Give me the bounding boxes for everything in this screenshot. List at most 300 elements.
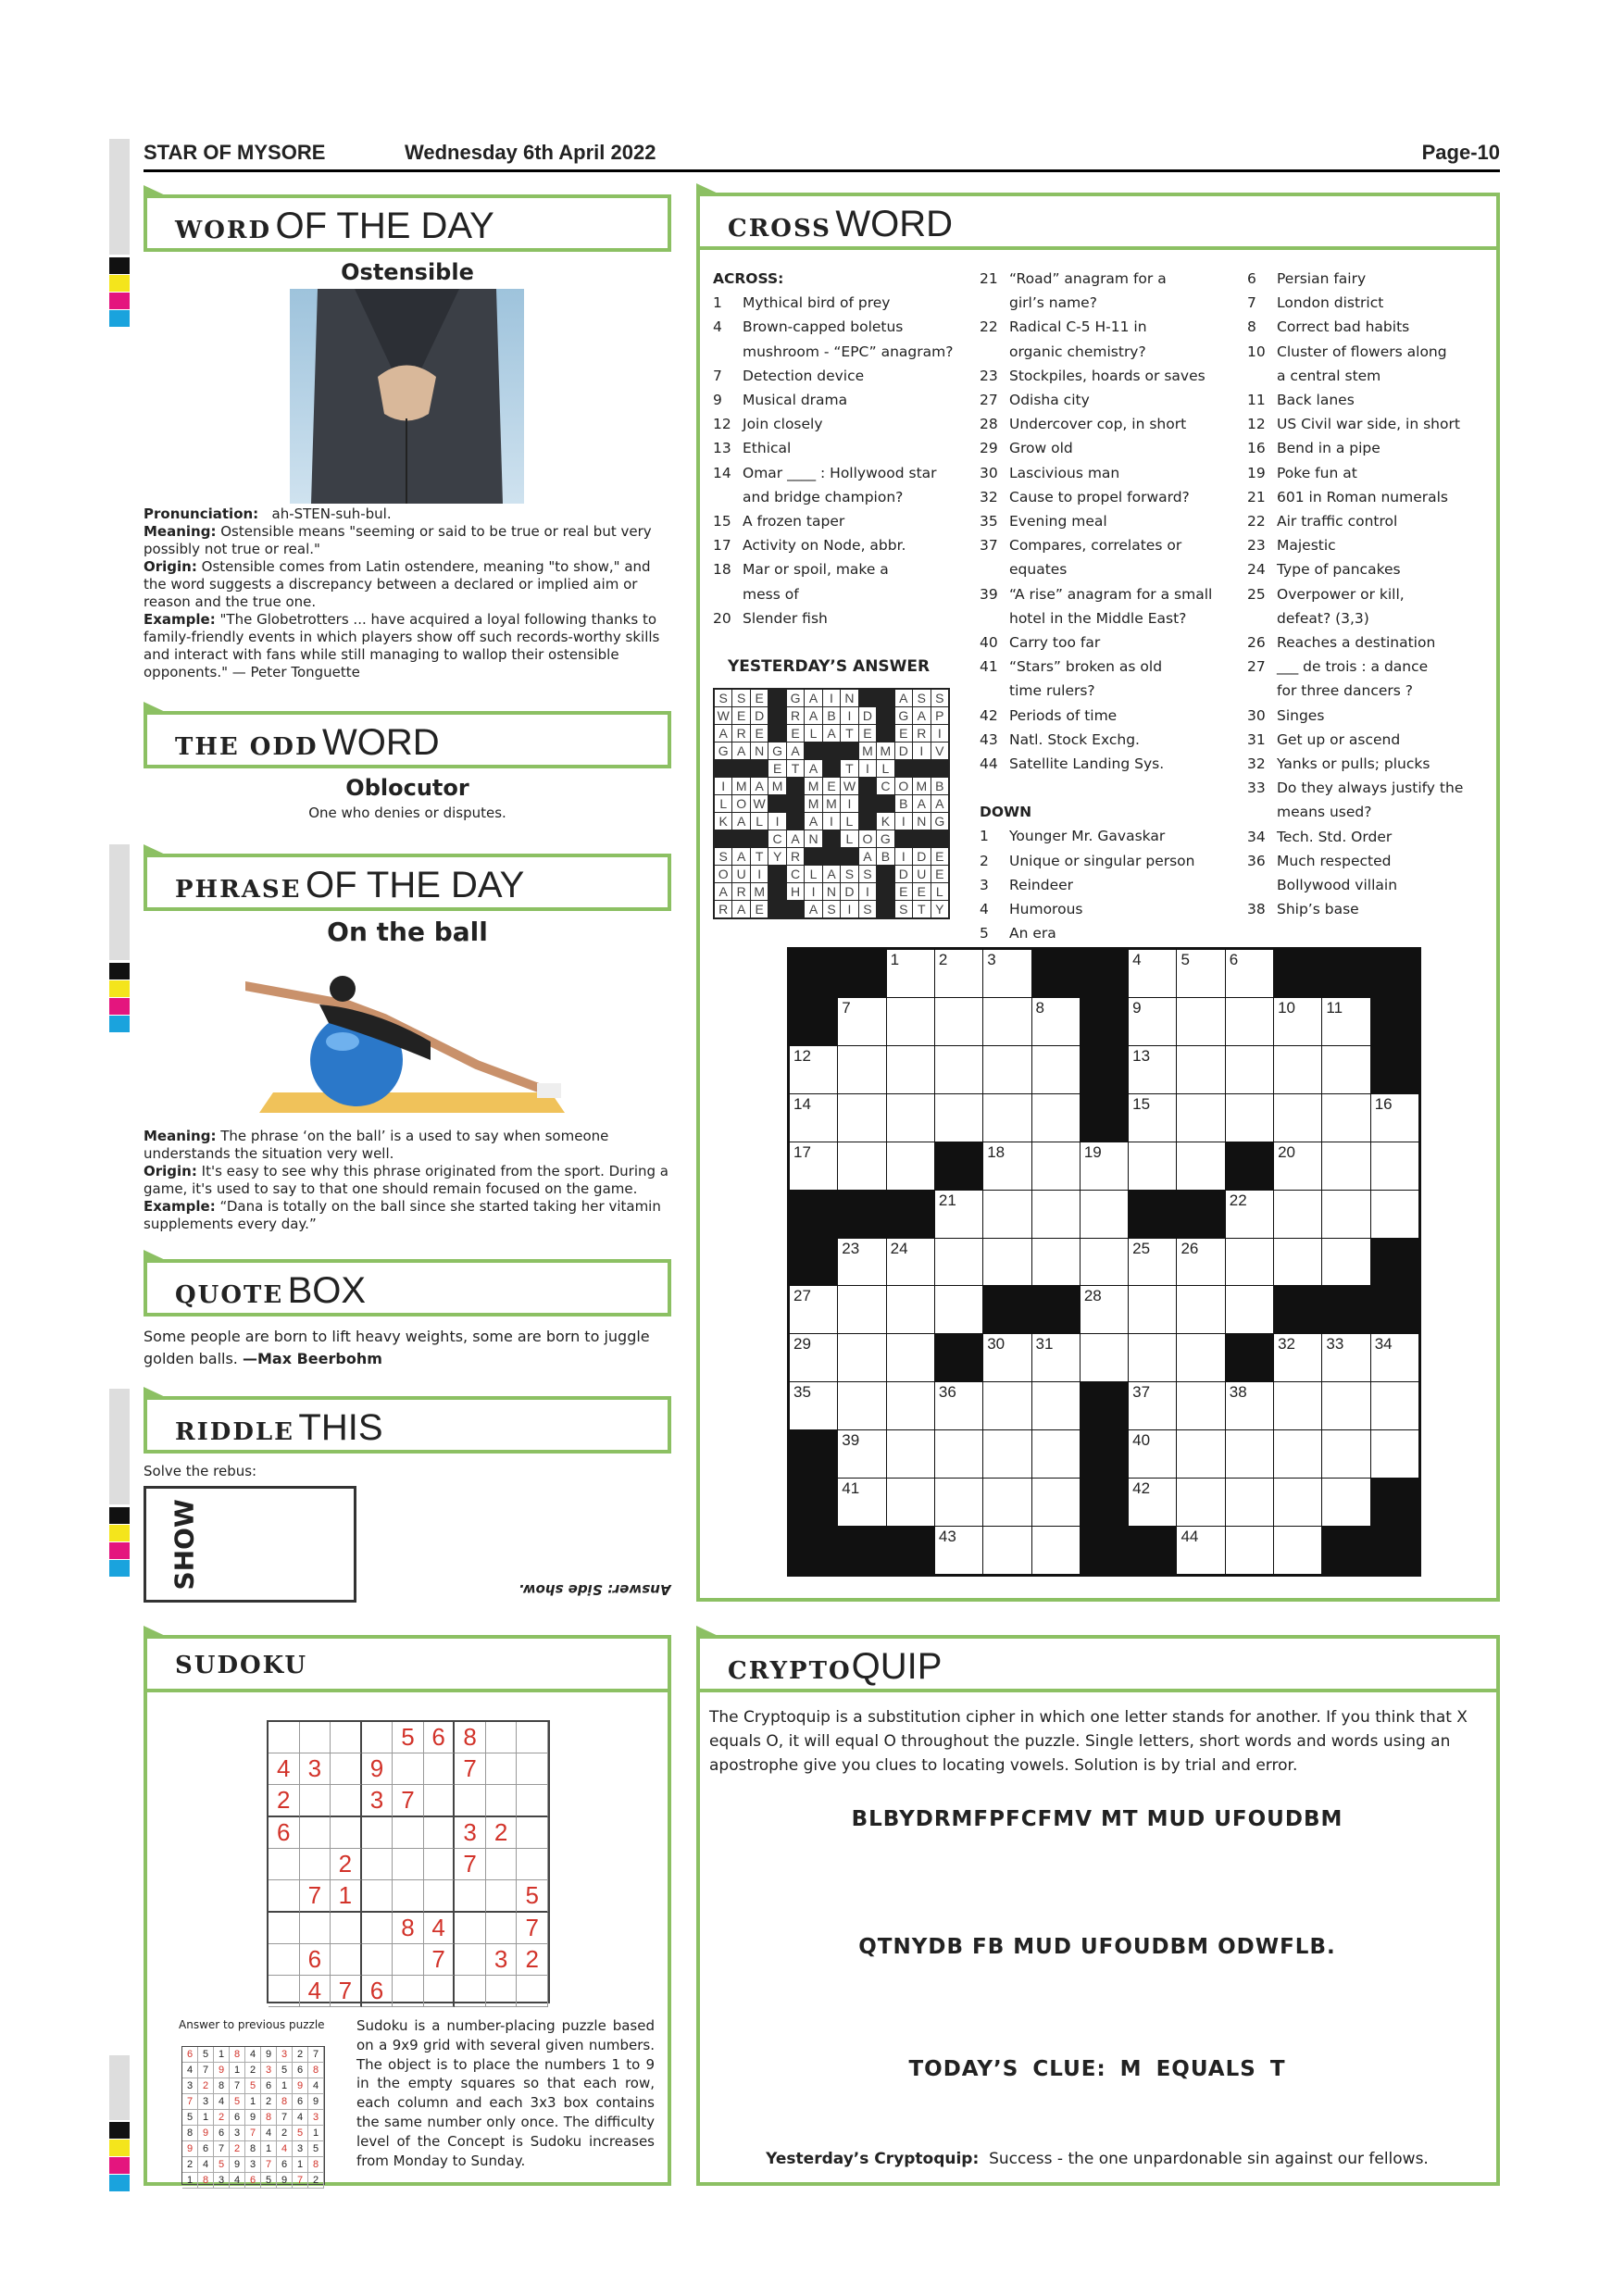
sudoku-cell[interactable] [393,1976,424,2007]
answer-cell: A [787,742,804,759]
crossword-cell[interactable] [1371,1430,1418,1478]
sudoku-cell: 7 [331,1976,362,2007]
crossword-cell[interactable] [935,1191,982,1238]
crossword-cell[interactable] [1032,998,1080,1045]
crossword-cell[interactable] [1226,1430,1273,1478]
sudoku-cell[interactable] [393,1880,424,1913]
sudoku-cell[interactable] [517,1722,548,1753]
answer-cell: D [841,883,857,900]
sudoku-cell[interactable] [424,1785,456,1817]
crossword-cell-number: 43 [938,1528,956,1546]
clue-row [1247,679,1497,703]
clue-row [980,873,1243,897]
answer-cell: A [751,778,768,794]
crossword-cell[interactable] [1032,1527,1080,1574]
sudoku-cell[interactable] [424,1976,456,2007]
previous-sudoku-cell: 6 [214,2126,230,2141]
crossword-cell[interactable] [1177,1094,1224,1142]
crossword-cell[interactable] [790,1046,837,1093]
sudoku-cell[interactable] [362,1880,394,1913]
crossword-cell[interactable] [1177,1286,1224,1333]
crossword-cell[interactable] [1177,1334,1224,1381]
crossword-cell[interactable] [983,1239,1031,1286]
sudoku-cell[interactable] [331,1817,362,1849]
crossword-cell[interactable] [935,950,982,997]
clue-text: Detection device [743,367,865,384]
crossword-cell[interactable] [1177,950,1224,997]
sudoku-cell[interactable] [393,1944,424,1976]
answer-cell: E [823,778,840,794]
odd-word-word: Oblocutor [345,775,469,801]
sudoku-cell[interactable] [331,1722,362,1753]
crossword-cell[interactable] [1322,998,1369,1045]
sudoku-cell[interactable] [269,1944,300,1976]
crossword-cell[interactable] [1032,1094,1080,1142]
crossword-black-cell [790,998,837,1045]
previous-sudoku-cell: 4 [293,2110,308,2126]
clue-text: “Road” anagram for a [1009,270,1167,287]
crossword-cell[interactable] [1371,1334,1418,1381]
sudoku-cell: 2 [269,1785,300,1817]
sudoku-cell[interactable] [393,1753,424,1785]
sudoku-cell[interactable] [362,1913,394,1944]
answer-cell: A [823,866,840,882]
crossword-cell[interactable] [1274,1527,1321,1574]
crossword-cell[interactable] [1274,1046,1321,1093]
crossword-cell[interactable] [887,1142,934,1190]
crossword-cell[interactable] [1274,1382,1321,1429]
cryptoquip-line-1: BLBYDRMFPFCFMV MT MUD UFOUDBM [851,1807,1343,1831]
crossword-cell[interactable] [1322,1142,1369,1190]
crossword-black-cell [1177,1191,1224,1238]
crossword-cell[interactable] [887,1430,934,1478]
registration-bar-low [109,1389,130,1504]
crossword-cell[interactable] [983,998,1031,1045]
clue-text: Carry too far [1009,634,1101,652]
previous-sudoku-cell: 1 [293,2157,308,2173]
sudoku-cell[interactable] [517,1976,548,2007]
sudoku-cell[interactable] [486,1913,518,1944]
crossword-cell[interactable] [790,1094,837,1142]
sudoku-cell[interactable] [362,1944,394,1976]
crossword-cell[interactable] [1032,1239,1080,1286]
clue-text: Ship’s base [1277,901,1359,918]
crossword-cell[interactable] [838,1046,885,1093]
sudoku-cell[interactable] [331,1913,362,1944]
crossword-cell[interactable] [838,998,885,1045]
sudoku-cell[interactable] [486,1785,518,1817]
sudoku-cell[interactable] [486,1880,518,1913]
sudoku-cell[interactable] [455,1976,486,2007]
crossword-cell[interactable] [983,1479,1031,1526]
crossword-cell[interactable] [1129,950,1176,997]
answer-cell: G [931,813,948,830]
sudoku-cell[interactable] [300,1785,331,1817]
clue-text: Grow old [1009,440,1073,457]
clue-text: Do they always justify the [1277,780,1464,797]
crossword-cell[interactable] [790,1382,837,1429]
crossword-cell[interactable] [1129,1046,1176,1093]
crossword-cell[interactable] [1322,1239,1369,1286]
previous-sudoku-cell: 2 [277,2126,293,2141]
answer-black-cell [732,760,749,777]
sudoku-cell[interactable] [269,1913,300,1944]
previous-sudoku-cell: 3 [293,2141,308,2157]
issue-date: Wednesday 6th April 2022 [405,141,656,164]
crossword-cell[interactable] [838,1334,885,1381]
crossword-cell[interactable] [887,1094,934,1142]
clue-row [1247,340,1497,364]
previous-sudoku-cell: 2 [293,2047,308,2063]
clue-row [980,364,1243,388]
crossword-cell[interactable] [1274,1094,1321,1142]
crossword-cell[interactable] [1081,1239,1128,1286]
crossword-cell[interactable] [1032,1382,1080,1429]
crossword-cell[interactable] [838,1430,885,1478]
answer-cell: P [931,707,948,724]
previous-sudoku-cell: 3 [230,2126,245,2141]
word-of-day-banner [144,194,671,252]
crossword-cell[interactable] [1177,998,1224,1045]
sudoku-cell[interactable] [331,1944,362,1976]
crossword-cell[interactable] [1177,1142,1224,1190]
quote-text: Some people are born to lift heavy weights, some are born to juggle golden balls. —Max Beerbohm [144,1328,650,1367]
crossword-cell[interactable] [935,1479,982,1526]
clue-row [980,655,1243,679]
crossword-cell[interactable] [1274,1334,1321,1381]
crossword-cell[interactable] [790,1142,837,1190]
answer-cell: A [732,901,749,917]
crossword-cell[interactable] [1177,1527,1224,1574]
previous-sudoku-grid [181,2046,325,2185]
sudoku-cell: 2 [331,1849,362,1880]
previous-sudoku-cell: 3 [182,2078,198,2094]
sudoku-cell: 7 [517,1913,548,1944]
crossword-cell[interactable] [1371,1142,1418,1190]
banner-flag-icon [144,702,171,715]
sudoku-cell[interactable] [300,1722,331,1753]
crossword-cell[interactable] [838,1382,885,1429]
crossword-cell[interactable] [887,1046,934,1093]
crossword-cell-number: 9 [1132,998,1142,1017]
crossword-cell[interactable] [1371,1382,1418,1429]
crossword-cell[interactable] [1177,1382,1224,1429]
crossword-cell[interactable] [983,1142,1031,1190]
clue-text: hotel in the Middle East? [1009,609,1187,627]
answer-cell: R [913,725,930,742]
sudoku-cell[interactable] [269,1849,300,1880]
sudoku-cell[interactable] [486,1849,518,1880]
crossword-cell[interactable] [1371,1191,1418,1238]
crossword-cell[interactable] [1226,950,1273,997]
sudoku-cell[interactable] [331,1785,362,1817]
crossword-cell[interactable] [1177,1479,1224,1526]
clue-number: 28 [980,416,998,433]
crossword-cell[interactable] [935,1527,982,1574]
crossword-cell[interactable] [983,950,1031,997]
sudoku-cell[interactable] [269,1722,300,1753]
crossword-cell[interactable] [1274,1191,1321,1238]
crossword-cell[interactable] [1226,998,1273,1045]
answer-cell: M [732,778,749,794]
sudoku-description: Sudoku is a number-placing puzzle based on a 9x9 grid with several given numbers. The object is to place the numbers 1 to 9 in the empty squares so that each row, each column and each 3x3 box contains the same number only once. The difficulty level of the Concept is Sudoku increases from Monday to Sunday. [356,2017,655,2169]
crossword-cell[interactable] [935,1239,982,1286]
clue-text: Much respected [1277,852,1392,869]
previous-sudoku-cell: 9 [182,2141,198,2157]
crossword-cell[interactable] [1081,1334,1128,1381]
crossword-cell-number: 33 [1326,1335,1344,1354]
answer-cell: L [805,725,821,742]
clue-number: 23 [980,367,998,384]
crossword-cell[interactable] [887,1239,934,1286]
sudoku-cell[interactable] [331,1753,362,1785]
crossword-cell[interactable] [887,950,934,997]
clue-text: defeat? (3,3) [1277,609,1369,627]
clue-row [713,340,972,364]
crossword-cell[interactable] [1177,1046,1224,1093]
clue-text: Get up or ascend [1277,730,1401,748]
crossword-cell-number: 4 [1132,951,1142,968]
answer-cell: A [805,690,821,706]
crossword-cell[interactable] [1032,1334,1080,1381]
answer-cell: I [751,866,768,882]
banner-title-big: WORD [835,204,954,244]
sudoku-cell[interactable] [455,1880,486,1913]
crossword-cell[interactable] [983,1527,1031,1574]
sudoku-cell[interactable] [424,1849,456,1880]
sudoku-cell[interactable] [300,1817,331,1849]
answer-cell: B [895,795,912,812]
clue-number: 43 [980,730,998,748]
crossword-cell[interactable] [1226,1382,1273,1429]
sudoku-cell[interactable] [269,1976,300,2007]
crossword-cell[interactable] [1032,1191,1080,1238]
sudoku-cell[interactable] [424,1817,456,1849]
crossword-black-cell [1226,1142,1273,1190]
registration-bar-bottom [109,2055,130,2120]
crossword-cell[interactable] [1274,1239,1321,1286]
crossword-cell[interactable] [790,1286,837,1333]
banner-title-small: CROSS [728,215,831,243]
sudoku-cell[interactable] [455,1913,486,1944]
answer-cell: D [913,848,930,865]
previous-sudoku-cell: 1 [277,2078,293,2094]
crossword-cell[interactable] [887,1479,934,1526]
clue-number: 20 [713,609,731,627]
sudoku-cell[interactable] [300,1849,331,1880]
answer-cell: A [805,760,821,777]
answer-black-cell [877,690,893,706]
previous-sudoku-cell: 4 [182,2063,198,2078]
sudoku-cell: 3 [362,1785,394,1817]
crossword-cell[interactable] [983,1191,1031,1238]
answer-cell: E [751,725,768,742]
crossword-cell[interactable] [1129,1094,1176,1142]
sudoku-cell[interactable] [486,1753,518,1785]
crossword-cell[interactable] [1226,1046,1273,1093]
crossword-cell[interactable] [838,1142,885,1190]
crossword-cell[interactable] [1129,1382,1176,1429]
crossword-cell[interactable] [838,1239,885,1286]
crossword-cell[interactable] [1177,1430,1224,1478]
clue-row [1247,315,1497,339]
sudoku-cell[interactable] [486,1722,518,1753]
clue-row [713,364,972,388]
answer-black-cell [715,830,731,847]
crossword-cell[interactable] [1226,1191,1273,1238]
sudoku-cell[interactable] [517,1817,548,1849]
crossword-cell[interactable] [1129,1286,1176,1333]
crossword-cell[interactable] [983,1094,1031,1142]
sudoku-cell: 2 [486,1817,518,1849]
crossword-cell[interactable] [887,1334,934,1381]
crossword-cell[interactable] [1129,998,1176,1045]
sudoku-cell[interactable] [362,1849,394,1880]
sudoku-cell[interactable] [424,1880,456,1913]
crossword-cell[interactable] [1129,1430,1176,1478]
clue-number: 4 [980,901,989,918]
answer-cell: I [931,725,948,742]
sudoku-cell[interactable] [517,1753,548,1785]
crossword-cell[interactable] [1322,1334,1369,1381]
crossword-cell[interactable] [983,1430,1031,1478]
answer-black-cell [841,848,857,865]
sudoku-cell: 2 [517,1944,548,1976]
crossword-cell[interactable] [983,1334,1031,1381]
clue-text: 601 in Roman numerals [1277,488,1449,505]
answer-black-cell [805,848,821,865]
crossword-black-cell [1032,950,1080,997]
crossword-cell[interactable] [935,1382,982,1429]
clue-number: 35 [980,513,998,530]
crossword-cell[interactable] [1322,1191,1369,1238]
clue-text: Brown-capped boletus [743,318,904,336]
clue-number: 32 [980,488,998,505]
crossword-cell[interactable] [1129,1239,1176,1286]
answer-black-cell [931,760,948,777]
crossword-cell[interactable] [838,1286,885,1333]
sudoku-cell[interactable] [393,1849,424,1880]
sudoku-cell[interactable] [517,1849,548,1880]
crossword-cell[interactable] [935,1046,982,1093]
crossword-cell[interactable] [1322,1094,1369,1142]
crossword-cell[interactable] [1032,1430,1080,1478]
clue-number: 37 [980,537,998,555]
answer-cell: Y [768,848,785,865]
sudoku-cell[interactable] [393,1817,424,1849]
crossword-cell[interactable] [1226,1479,1273,1526]
registration-swatch [109,2175,130,2191]
crossword-cell[interactable] [887,1382,934,1429]
answer-cell: A [931,795,948,812]
crossword-cell[interactable] [935,1286,982,1333]
previous-sudoku-cell: 1 [308,2126,324,2141]
crossword-cell[interactable] [1371,1094,1418,1142]
clue-row [1247,752,1497,776]
crossword-cell[interactable] [1274,1479,1321,1526]
sudoku-cell[interactable] [455,1944,486,1976]
registration-bar-mid [109,844,130,960]
sudoku-cell[interactable] [517,1785,548,1817]
crossword-cell[interactable] [790,1334,837,1381]
clue-number [1247,606,1277,630]
answer-cell: I [715,778,731,794]
crossword-cell[interactable] [1081,1191,1128,1238]
crossword-cell[interactable] [1032,1142,1080,1190]
crossword-cell[interactable] [935,998,982,1045]
previous-sudoku-cell: 7 [293,2173,308,2189]
crossword-cell[interactable] [1032,1046,1080,1093]
crossword-cell[interactable] [1081,1142,1128,1190]
clue-row [1247,485,1497,509]
crossword-cell[interactable] [983,1046,1031,1093]
sudoku-cell[interactable] [362,1722,394,1753]
answer-cell: D [859,707,876,724]
cryptoquip-line-2: QTNYDB FB MUD UFOUDBM ODWFLB. [858,1935,1336,1959]
crossword-cell[interactable] [887,998,934,1045]
crossword-cell[interactable] [935,1430,982,1478]
crossword-cell[interactable] [1129,1334,1176,1381]
clue-text: Bend in a pipe [1277,440,1380,457]
answer-cell: L [877,760,893,777]
crossword-cell-number: 8 [1035,998,1044,1017]
crossword-cell-number: 18 [987,1142,1006,1161]
crossword-cell[interactable] [983,1382,1031,1429]
crossword-cell[interactable] [1322,1382,1369,1429]
crossword-cell[interactable] [1032,1479,1080,1526]
answer-cell: B [823,707,840,724]
crossword-cell-number: 17 [793,1142,811,1161]
previous-sudoku-cell: 6 [245,2173,261,2189]
clue-text: Persian fairy [1277,270,1367,287]
sudoku-cell[interactable] [486,1976,518,2007]
crossword-cell[interactable] [887,1286,934,1333]
registration-swatch [109,1507,130,1524]
crossword-cell[interactable] [1274,1430,1321,1478]
answer-black-cell [823,742,840,759]
crossword-cell[interactable] [1177,1239,1224,1286]
phrase-of-day-body: Meaning: The phrase ‘on the ball’ is a used to say when someone understands the situation very well. Origin: It's easy to see why this phrase originated from the sport. During a game, it's used to say to that one should remain focused on the game. Example: “Dana is totally on the ball since she started taking her vitamin supplements every day.” [144,1128,668,1232]
crossword-cell[interactable] [1226,1094,1273,1142]
crossword-black-cell [1371,1046,1418,1093]
crossword-cell[interactable] [1226,1239,1273,1286]
crossword-cell[interactable] [1274,998,1321,1045]
crossword-cell[interactable] [1274,1142,1321,1190]
crossword-cell[interactable] [1322,1046,1369,1093]
crossword-cell[interactable] [935,1094,982,1142]
crossword-cell[interactable] [1129,1142,1176,1190]
crossword-cell[interactable] [1226,1286,1273,1333]
crossword-cell[interactable] [1129,1479,1176,1526]
clue-row [980,412,1243,436]
sudoku-cell[interactable] [362,1817,394,1849]
crossword-cell[interactable] [838,1094,885,1142]
clue-number: 22 [980,318,998,336]
sudoku-cell[interactable] [269,1880,300,1913]
crossword-cell[interactable] [838,1479,885,1526]
crossword-cell[interactable] [1322,1430,1369,1478]
crossword-cell[interactable] [1081,1286,1128,1333]
sudoku-cell[interactable] [300,1913,331,1944]
quote-author: —Max Beerbohm [242,1350,382,1367]
crossword-black-cell [790,1191,837,1238]
crossword-cell[interactable] [1322,1479,1369,1526]
clue-number: 1 [713,294,722,312]
crossword-cell[interactable] [1226,1527,1273,1574]
sudoku-cell[interactable] [455,1785,486,1817]
clue-number: 7 [713,367,722,384]
sudoku-cell[interactable] [424,1753,456,1785]
